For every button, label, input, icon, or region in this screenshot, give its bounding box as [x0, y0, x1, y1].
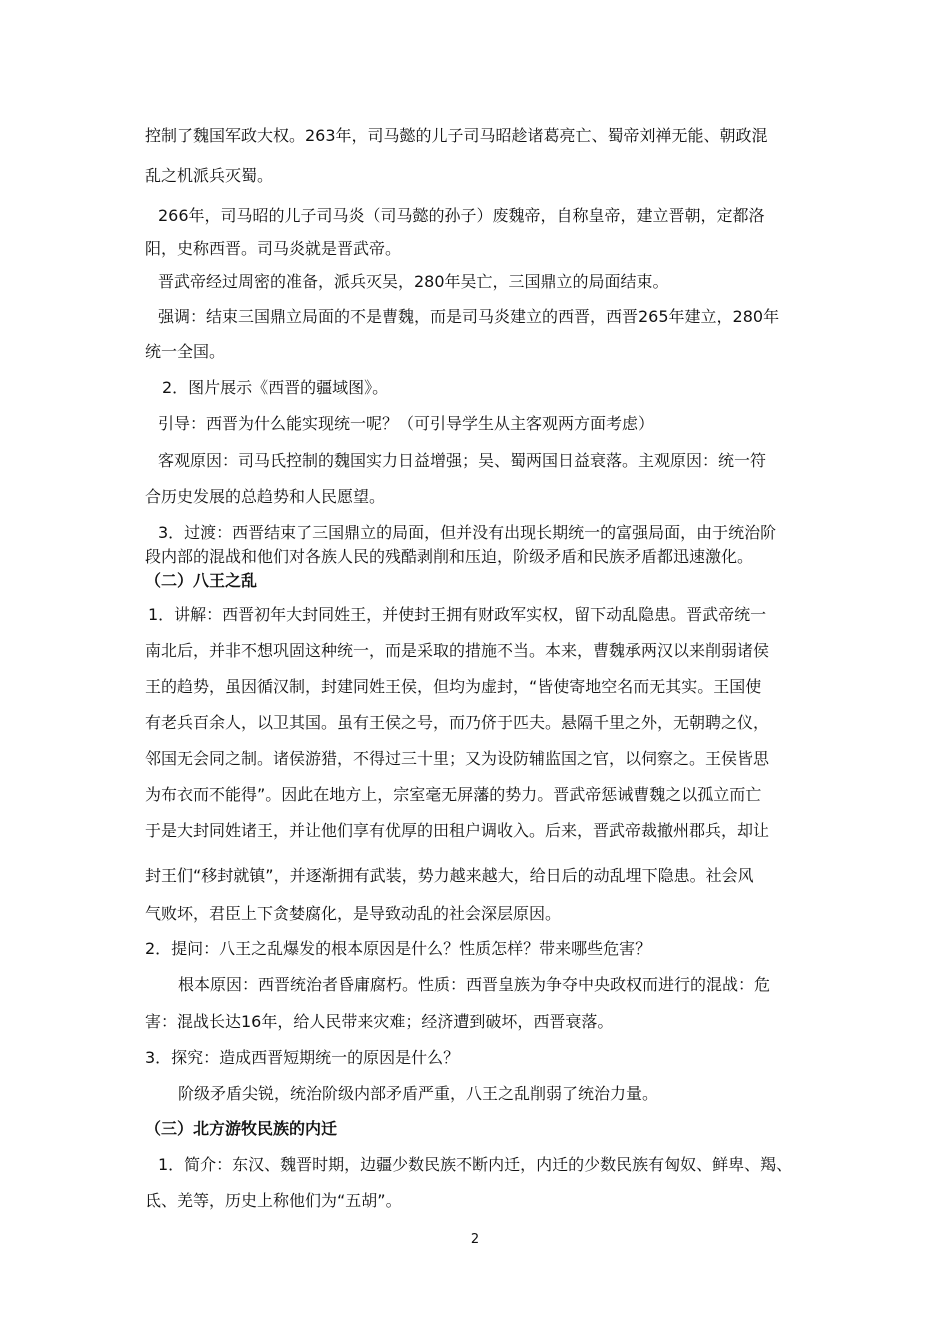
- text-line: 氐、羌等，历史上称他们为“五胡”。: [145, 1191, 402, 1210]
- text-line: 1．讲解：西晋初年大封同姓王，并使封王拥有财政军实权，留下动乱隐患。晋武帝统一: [148, 605, 767, 624]
- text-line: 2．图片展示《西晋的疆域图》。: [162, 378, 389, 397]
- text-line: 3．探究：造成西晋短期统一的原因是什么？: [145, 1048, 460, 1067]
- text-line: 于是大封同姓诸王，并让他们享有优厚的田租户调收入。后来，晋武帝裁撤州郡兵，却让: [145, 821, 770, 840]
- text-line: 邻国无会同之制。诸侯游猎，不得过三十里；又为设防辅监国之官，以伺察之。王侯皆思: [145, 749, 770, 768]
- page-number: 2: [470, 1232, 480, 1247]
- text-line: 害：混战长达16年，给人民带来灾难；经济遭到破坏，西晋衰落。: [145, 1012, 614, 1031]
- text-line: 阶级矛盾尖锐，统治阶级内部矛盾严重，八王之乱削弱了统治力量。: [178, 1084, 659, 1103]
- text-line: 1．简介：东汉、魏晋时期，边疆少数民族不断内迁，内迁的少数民族有匈奴、鲜卑、羯、: [158, 1155, 793, 1174]
- text-line: 控制了魏国军政大权。263年，司马懿的儿子司马昭趁诸葛亮亡、蜀帝刘禅无能、朝政混: [145, 126, 768, 145]
- text-line: 根本原因：西晋统治者昏庸腐朽。性质：西晋皇族为争夺中央政权而进行的混战：危: [178, 975, 771, 994]
- text-line: 段内部的混战和他们对各族人民的残酷剥削和压迫，阶级矛盾和民族矛盾都迅速激化。: [145, 547, 754, 566]
- text-line: 南北后，并非不想巩固这种统一，而是采取的措施不当。本来，曹魏承两汉以来削弱诸侯: [145, 641, 770, 660]
- text-line: 引导：西晋为什么能实现统一呢？（可引导学生从主客观两方面考虑）: [158, 414, 655, 433]
- text-line: 合历史发展的总趋势和人民愿望。: [145, 487, 386, 506]
- text-line: 气败坏，君臣上下贪婪腐化，是导致动乱的社会深层原因。: [145, 904, 562, 923]
- text-line: 王的趋势，虽因循汉制，封建同姓王侯，但均为虚封，“皆使寄地空名而无其实。王国使: [145, 677, 762, 696]
- text-line: 强调：结束三国鼎立局面的不是曹魏，而是司马炎建立的西晋，西晋265年建立，280年: [158, 307, 780, 326]
- text-line: 266年，司马昭的儿子司马炎（司马懿的孙子）废魏帝，自称皇帝，建立晋朝，定都洛: [158, 206, 765, 225]
- text-line: 乱之机派兵灭蜀。: [145, 166, 274, 185]
- text-line: 为布衣而不能得”。因此在地方上，宗室毫无屏藩的势力。晋武帝惩诫曹魏之以孤立而亡: [145, 785, 762, 804]
- text-line: 统一全国。: [145, 342, 226, 361]
- text-line: 客观原因：司马氏控制的魏国实力日益增强；吴、蜀两国日益衰落。主观原因：统一符: [158, 451, 767, 470]
- text-line: 有老兵百余人，以卫其国。虽有王侯之号，而乃侪于匹夫。悬隔千里之外，无朝聘之仪，: [145, 713, 770, 732]
- section-heading: （二）八王之乱: [145, 571, 258, 590]
- text-line: 封王们“移封就镇”，并逐渐拥有武装，势力越来越大，给日后的动乱埋下隐患。社会风: [145, 866, 754, 885]
- text-line: 晋武帝经过周密的准备，派兵灭吴，280年吴亡，三国鼎立的局面结束。: [158, 272, 669, 291]
- text-line: 3．过渡：西晋结束了三国鼎立的局面，但并没有出现长期统一的富强局面，由于统治阶: [158, 523, 777, 542]
- text-line: 阳，史称西晋。司马炎就是晋武帝。: [145, 239, 402, 258]
- section-heading: （三）北方游牧民族的内迁: [145, 1119, 338, 1138]
- text-line: 2．提问：八王之乱爆发的根本原因是什么？性质怎样？带来哪些危害？: [145, 939, 652, 958]
